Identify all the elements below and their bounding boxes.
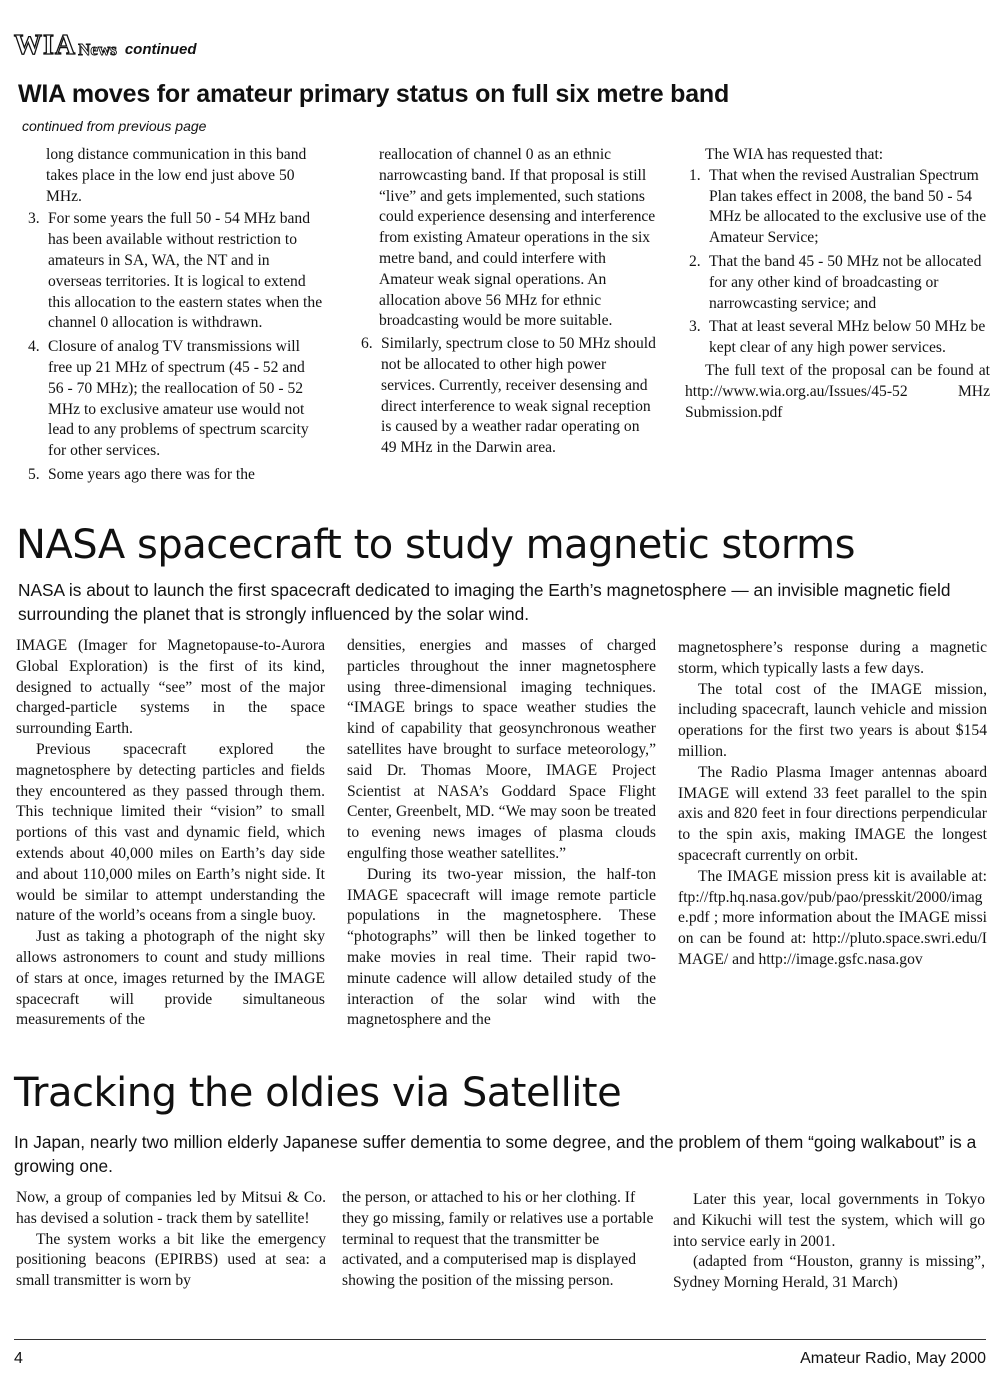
paragraph: (adapted from “Houston, granny is missing”, Sydney Morning Herald, 31 March) [673, 1253, 985, 1292]
footer-rule [14, 1339, 986, 1340]
list-item: 5. Some years ago there was for the [28, 465, 255, 483]
section-header [14, 30, 197, 60]
list-item: 6. Similarly, spectrum close to 50 MHz should not be allocated to other high power services. Currently, receiver desensing and direct interference to weak signal reception is caused by a weather radar operating on 49 MHz in the Darwin area. [361, 335, 656, 457]
page-number: 4 [14, 1350, 23, 1367]
list-item: 1. That when the revised Australian Spectrum Plan takes effect in 2008, the band 50 - 54 MHz be allocated to the exclusive use of the Amateur Service; [689, 166, 987, 247]
list-item: 3. For some years the full 50 - 54 MHz band has been available without restriction to amateurs in SA, WA, the NT and in overseas territories. It is logical to extend this allocation to the eastern states when the channel 0 allocation is withdrawn. [28, 210, 323, 332]
paragraph: The system works a bit like the emergency positioning beacons (EPIRBS) used at sea: a small transmitter is worn by [16, 1230, 326, 1290]
wia-logo: WIA [14, 30, 77, 61]
publication-line: Amateur Radio, May 2000 [800, 1350, 986, 1367]
article2-title: NASA spacecraft to study magnetic storms [16, 522, 855, 568]
paragraph: Now, a group of companies led by Mitsui & Co. has devised a solution - track them by satellite! [16, 1189, 326, 1227]
paragraph: The full text of the proposal can be found at http://www.wia.org.au/Issues/45-52 MHz Submission.pdf [685, 361, 990, 421]
paragraph: magnetosphere’s response during a magnetic storm, which typically lasts a few days. [678, 639, 987, 677]
article1-column-1 [24, 145, 324, 486]
article2-column-1 [16, 636, 325, 1031]
article2-column-2 [347, 636, 656, 1031]
article1-title: WIA moves for amateur primary status on full six metre band [18, 80, 730, 108]
paragraph: The total cost of the IMAGE mission, including spacecraft, launch vehicle and mission operations for the first two years is about $154 million. [678, 680, 987, 760]
list-item: 4. Closure of analog TV transmissions will free up 21 MHz of spectrum (45 - 52 and 56 - 70 MHz); the reallocation of 50 - 52 MHz to exclusive amateur use would not lead to any problems of spectrum scarcity for other services. [28, 338, 309, 460]
header-continued-label: continued [124, 41, 197, 58]
paragraph: The IMAGE mission press kit is available at: ftp://ftp.hq.nasa.gov/pub/pao/presskit/2000/image.pdf ; more information about the IMAGE mission can be found at: http://pluto.space.swri.edu/IMAGE/ and http://image.gsfc.nasa.gov [678, 867, 987, 968]
paragraph: long distance communication in this band takes place in the low end just above 50 MHz. [46, 146, 307, 205]
article1-continued-note: continued from previous page [22, 118, 207, 134]
paragraph: reallocation of channel 0 as an ethnic narrowcasting band. If that proposal is still “live” and gets implemented, such stations could experience desensing and interference from existing Amateur operations in the six metre band, and could interfere with Amateur weak signal operations. An allocation above 56 MHz for ethnic broadcasting would be more suitable. [379, 146, 656, 330]
paragraph: the person, or attached to his or her clothing. If they go missing, family or relatives use a portable terminal to request that the transmitter be activated, and a computerised map is displayed showing the position of the missing person. [342, 1189, 654, 1290]
paragraph: Just as taking a photograph of the night sky allows astronomers to count and study millions of stars at once, images returned by the IMAGE spacecraft will provide simultaneous measurements of the [16, 928, 325, 1029]
article3-column-1 [16, 1188, 326, 1292]
paragraph: densities, energies and masses of charged particles throughout the inner magnetosphere using three-dimensional imaging techniques. “IMAGE brings to space weather studies the kind of capability that geosynchronous weather satellites have brought to surface meteorology,” said Dr. Thomas Moore, IMAGE Project Scientist at NASA’s Goddard Space Flight Center, Greenbelt, MD. “We may soon be treated to evening news images of plasma clouds engulfing those weather satellites.” [347, 637, 656, 862]
paragraph: The WIA has requested that: [705, 146, 884, 163]
article2-column-3 [678, 638, 987, 971]
article1-column-2 [357, 145, 657, 459]
paragraph: Later this year, local governments in Tokyo and Kikuchi will test the system, which will go into service early in 2001. [673, 1191, 985, 1250]
article1-column-3 [685, 145, 990, 423]
article3-standfirst: In Japan, nearly two million elderly Japanese suffer dementia to some degree, and the problem of them “going walkabout” is a growing one. [14, 1132, 977, 1176]
paragraph: During its two-year mission, the half-ton IMAGE spacecraft will image remote particle populations in the magnetosphere. These “photographs” will then be linked together to make movies in real time. Their rapid two-minute cadence will allow detailed study of the interaction of the solar wind with the magnetosphere and the [347, 865, 656, 1029]
list-item: 2. That the band 45 - 50 MHz not be allocated for any other kind of broadcasting or narrowcasting service; and [689, 252, 982, 312]
article3-column-2 [342, 1188, 654, 1292]
news-logo: News [78, 40, 117, 59]
paragraph: Previous spacecraft explored the magnetosphere by detecting particles and fields they encountered as they passed through them. This technique limited their “vision” to small portions of this vast and dynamic field, which extends about 40,000 miles on Earth’s day side and about 110,000 miles on Earth’s night side. It would be similar to attempt understanding the nature of the world’s oceans from a single buoy. [16, 740, 325, 925]
article3-column-3 [673, 1190, 985, 1294]
paragraph: IMAGE (Imager for Magnetopause-to-Aurora Global Exploration) is the first of its kind, designed to actually “see” most of the major charged-particle systems in the space surrounding Earth. [16, 637, 325, 738]
article2-standfirst: NASA is about to launch the first spacecraft dedicated to imaging the Earth’s magnetosphere — an invisible magnetic field surrounding the planet that is strongly influenced by the solar wind. [18, 580, 951, 624]
article3-title: Tracking the oldies via Satellite [14, 1070, 622, 1116]
paragraph: The Radio Plasma Imager antennas aboard IMAGE will extend 33 feet parallel to the spin axis and 820 feet in four directions perpendicular to the spin axis, making IMAGE the longest spacecraft currently on orbit. [678, 763, 987, 864]
list-item: 3. That at least several MHz below 50 MHz be kept clear of any high power services. [689, 318, 986, 357]
